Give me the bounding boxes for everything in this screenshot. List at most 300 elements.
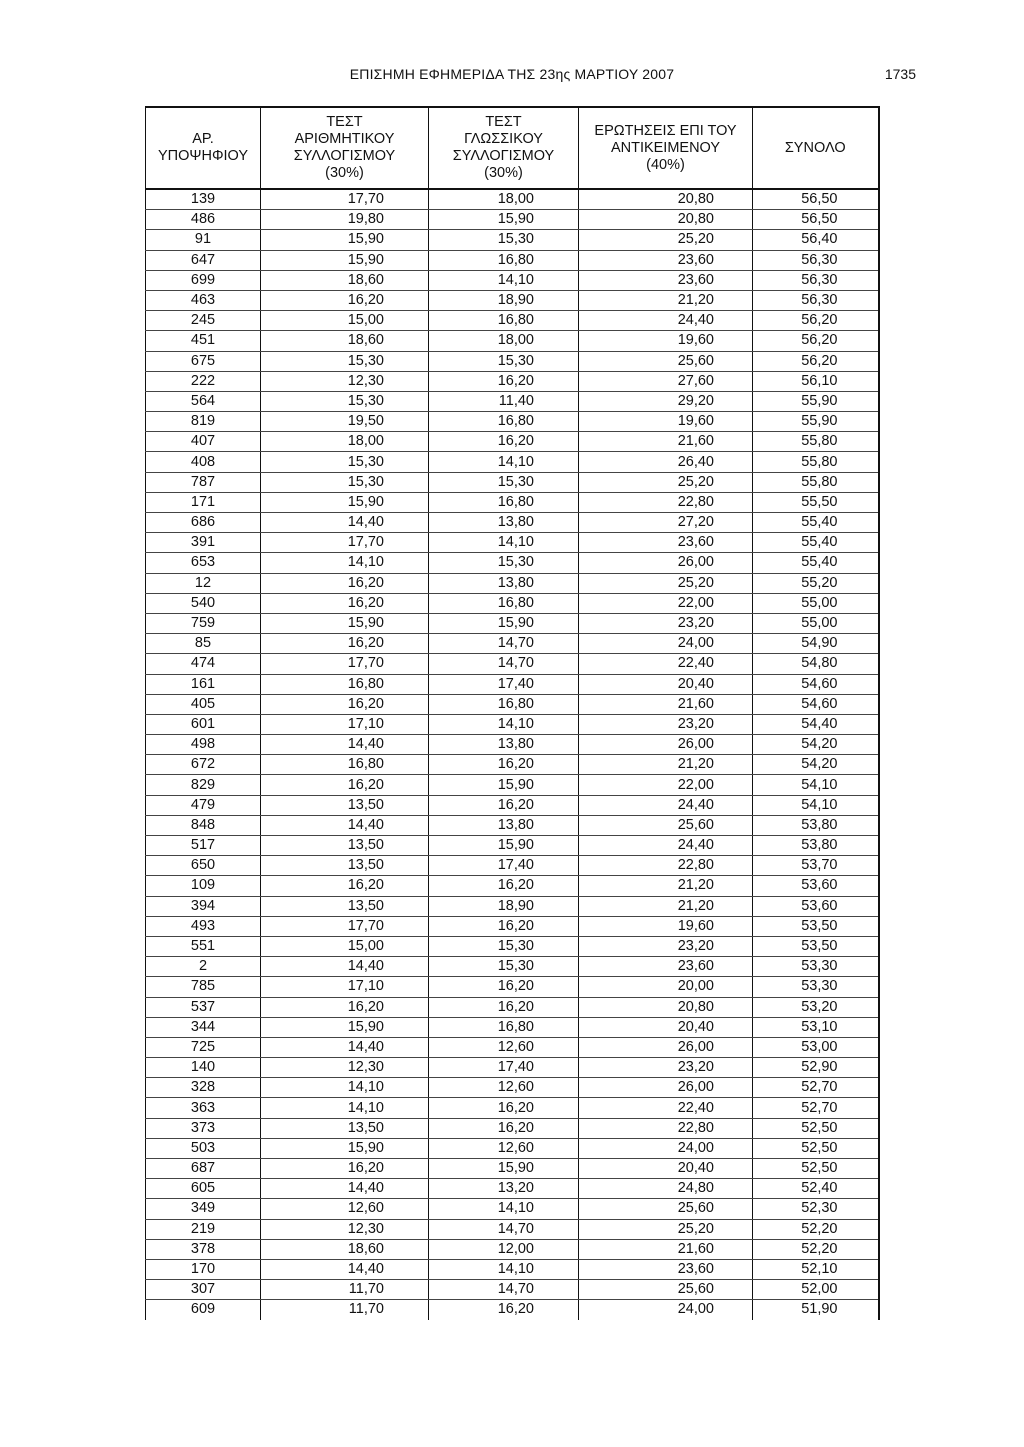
numerical-score: 15,30 — [261, 472, 429, 492]
table-row — [146, 1300, 879, 1320]
total-score: 53,80 — [753, 815, 879, 835]
verbal-score: 16,80 — [429, 311, 579, 331]
table-row — [146, 472, 879, 492]
header-line: (30%) — [484, 165, 523, 181]
total-score: 55,40 — [753, 513, 879, 533]
numerical-score: 19,50 — [261, 412, 429, 432]
numerical-score: 16,20 — [261, 290, 429, 310]
table-row — [146, 331, 879, 351]
total-score: 55,80 — [753, 472, 879, 492]
candidate-number: 245 — [146, 311, 261, 331]
verbal-score: 14,70 — [429, 1280, 579, 1300]
total-score: 54,90 — [753, 634, 879, 654]
total-score: 56,30 — [753, 290, 879, 310]
subject-score: 20,40 — [579, 1017, 753, 1037]
candidate-number: 601 — [146, 714, 261, 734]
total-score: 54,10 — [753, 775, 879, 795]
candidate-number: 537 — [146, 997, 261, 1017]
total-score: 52,70 — [753, 1078, 879, 1098]
candidate-number: 647 — [146, 250, 261, 270]
total-score: 53,60 — [753, 896, 879, 916]
subject-score: 22,00 — [579, 593, 753, 613]
table-row — [146, 533, 879, 553]
subject-score: 25,60 — [579, 1280, 753, 1300]
verbal-score: 13,80 — [429, 573, 579, 593]
candidate-number: 394 — [146, 896, 261, 916]
subject-score: 22,80 — [579, 1118, 753, 1138]
numerical-score: 17,70 — [261, 916, 429, 936]
candidate-number: 109 — [146, 876, 261, 896]
numerical-score: 15,90 — [261, 250, 429, 270]
numerical-score: 12,30 — [261, 1058, 429, 1078]
header-line: ΕΡΩΤΗΣΕΙΣ ΕΠΙ ΤΟΥ — [594, 122, 737, 139]
numerical-score: 14,40 — [261, 1037, 429, 1057]
numerical-score: 18,00 — [261, 432, 429, 452]
numerical-score: 15,30 — [261, 391, 429, 411]
table-row — [146, 1058, 879, 1078]
verbal-score: 16,80 — [429, 412, 579, 432]
verbal-score: 16,20 — [429, 876, 579, 896]
subject-score: 29,20 — [579, 391, 753, 411]
total-score: 53,80 — [753, 836, 879, 856]
subject-score: 23,60 — [579, 957, 753, 977]
verbal-score: 16,80 — [429, 492, 579, 512]
subject-score: 22,40 — [579, 654, 753, 674]
numerical-score: 15,90 — [261, 613, 429, 633]
total-score: 56,10 — [753, 371, 879, 391]
numerical-score: 19,80 — [261, 210, 429, 230]
numerical-score: 15,00 — [261, 936, 429, 956]
subject-score: 23,20 — [579, 1058, 753, 1078]
verbal-score: 12,60 — [429, 1138, 579, 1158]
candidate-number: 328 — [146, 1078, 261, 1098]
subject-score: 26,00 — [579, 553, 753, 573]
numerical-score: 16,20 — [261, 876, 429, 896]
verbal-score: 16,20 — [429, 795, 579, 815]
table-row — [146, 876, 879, 896]
total-score: 56,20 — [753, 351, 879, 371]
subject-score: 19,60 — [579, 331, 753, 351]
subject-score: 23,60 — [579, 270, 753, 290]
total-score: 53,10 — [753, 1017, 879, 1037]
subject-score: 21,20 — [579, 896, 753, 916]
verbal-score: 16,20 — [429, 1118, 579, 1138]
table-row — [146, 290, 879, 310]
table-row — [146, 492, 879, 512]
candidate-number: 140 — [146, 1058, 261, 1078]
candidate-number: 2 — [146, 957, 261, 977]
total-score: 55,00 — [753, 593, 879, 613]
numerical-score: 13,50 — [261, 795, 429, 815]
subject-score: 21,20 — [579, 876, 753, 896]
table-row — [146, 1179, 879, 1199]
candidate-number: 605 — [146, 1179, 261, 1199]
subject-score: 26,40 — [579, 452, 753, 472]
numerical-score: 11,70 — [261, 1300, 429, 1320]
verbal-score: 15,30 — [429, 351, 579, 371]
candidate-number: 463 — [146, 290, 261, 310]
subject-score: 19,60 — [579, 412, 753, 432]
table-row — [146, 957, 879, 977]
numerical-score: 16,20 — [261, 634, 429, 654]
candidate-number: 829 — [146, 775, 261, 795]
table-row — [146, 1017, 879, 1037]
verbal-score: 15,90 — [429, 1159, 579, 1179]
verbal-score: 16,20 — [429, 371, 579, 391]
verbal-score: 15,30 — [429, 472, 579, 492]
numerical-score: 17,70 — [261, 189, 429, 210]
verbal-score: 14,70 — [429, 634, 579, 654]
numerical-score: 14,40 — [261, 1179, 429, 1199]
total-score: 52,50 — [753, 1159, 879, 1179]
total-score: 55,40 — [753, 553, 879, 573]
candidate-number: 517 — [146, 836, 261, 856]
total-score: 55,40 — [753, 533, 879, 553]
table-row — [146, 896, 879, 916]
numerical-score: 14,10 — [261, 1078, 429, 1098]
header-line: ΤΕΣΤ — [326, 114, 363, 130]
table-body — [146, 189, 879, 1320]
total-score: 52,90 — [753, 1058, 879, 1078]
table-row — [146, 371, 879, 391]
subject-score: 21,60 — [579, 1239, 753, 1259]
total-score: 56,30 — [753, 250, 879, 270]
total-score: 55,50 — [753, 492, 879, 512]
verbal-score: 12,00 — [429, 1239, 579, 1259]
subject-score: 26,00 — [579, 735, 753, 755]
table-row — [146, 311, 879, 331]
header-line: ΤΕΣΤ — [485, 114, 522, 130]
verbal-score: 17,40 — [429, 674, 579, 694]
candidate-number: 551 — [146, 936, 261, 956]
numerical-score: 16,80 — [261, 674, 429, 694]
subject-score: 27,60 — [579, 371, 753, 391]
candidate-number: 486 — [146, 210, 261, 230]
candidate-number: 91 — [146, 230, 261, 250]
table-row — [146, 936, 879, 956]
candidate-number: 540 — [146, 593, 261, 613]
verbal-score: 18,00 — [429, 189, 579, 210]
total-score: 52,50 — [753, 1118, 879, 1138]
verbal-score: 14,10 — [429, 1259, 579, 1279]
subject-score: 23,20 — [579, 714, 753, 734]
numerical-score: 15,90 — [261, 1017, 429, 1037]
page-number: 1735 — [884, 66, 916, 82]
subject-score: 21,20 — [579, 290, 753, 310]
table-row — [146, 1098, 879, 1118]
subject-score: 23,20 — [579, 613, 753, 633]
subject-score: 22,80 — [579, 856, 753, 876]
verbal-score: 16,20 — [429, 997, 579, 1017]
table-row — [146, 694, 879, 714]
subject-score: 22,00 — [579, 775, 753, 795]
numerical-score: 17,70 — [261, 654, 429, 674]
numerical-score: 16,20 — [261, 694, 429, 714]
table-row — [146, 1259, 879, 1279]
candidate-number: 139 — [146, 189, 261, 210]
total-score: 56,50 — [753, 189, 879, 210]
verbal-score: 18,90 — [429, 290, 579, 310]
header-verbal-test — [429, 107, 579, 189]
table-row — [146, 795, 879, 815]
verbal-score: 15,30 — [429, 957, 579, 977]
subject-score: 21,60 — [579, 432, 753, 452]
table-row — [146, 1078, 879, 1098]
results-table — [145, 106, 880, 1320]
verbal-score: 15,30 — [429, 936, 579, 956]
candidate-number: 170 — [146, 1259, 261, 1279]
total-score: 55,90 — [753, 391, 879, 411]
verbal-score: 15,90 — [429, 210, 579, 230]
total-score: 52,40 — [753, 1179, 879, 1199]
subject-score: 21,20 — [579, 755, 753, 775]
subject-score: 22,40 — [579, 1098, 753, 1118]
candidate-number: 653 — [146, 553, 261, 573]
numerical-score: 16,20 — [261, 1159, 429, 1179]
subject-score: 23,60 — [579, 250, 753, 270]
total-score: 56,20 — [753, 331, 879, 351]
total-score: 55,80 — [753, 432, 879, 452]
total-score: 53,50 — [753, 916, 879, 936]
subject-score: 20,00 — [579, 977, 753, 997]
verbal-score: 14,70 — [429, 654, 579, 674]
verbal-score: 16,80 — [429, 1017, 579, 1037]
header-line: ΑΝΤΙΚΕΙΜΕΝΟΥ — [610, 139, 721, 156]
numerical-score: 13,50 — [261, 836, 429, 856]
verbal-score: 16,80 — [429, 593, 579, 613]
total-score: 56,40 — [753, 230, 879, 250]
numerical-score: 18,60 — [261, 331, 429, 351]
table-row — [146, 654, 879, 674]
verbal-score: 14,70 — [429, 1219, 579, 1239]
total-score: 52,10 — [753, 1259, 879, 1279]
total-score: 55,20 — [753, 573, 879, 593]
verbal-score: 18,00 — [429, 331, 579, 351]
verbal-score: 13,20 — [429, 1179, 579, 1199]
subject-score: 27,20 — [579, 513, 753, 533]
total-score: 53,30 — [753, 957, 879, 977]
candidate-number: 85 — [146, 634, 261, 654]
table-row — [146, 189, 879, 210]
table-row — [146, 1199, 879, 1219]
table-row — [146, 916, 879, 936]
table-row — [146, 775, 879, 795]
total-score: 51,90 — [753, 1300, 879, 1320]
subject-score: 24,00 — [579, 634, 753, 654]
candidate-number: 498 — [146, 735, 261, 755]
table-row — [146, 391, 879, 411]
table-row — [146, 250, 879, 270]
candidate-number: 819 — [146, 412, 261, 432]
candidate-number: 219 — [146, 1219, 261, 1239]
total-score: 53,00 — [753, 1037, 879, 1057]
header-line: ΓΛΩΣΣΙΚΟΥ — [464, 131, 543, 147]
header-line: ΑΡ. — [192, 131, 214, 147]
candidate-number: 675 — [146, 351, 261, 371]
numerical-score: 15,00 — [261, 311, 429, 331]
numerical-score: 17,70 — [261, 533, 429, 553]
total-score: 54,60 — [753, 674, 879, 694]
total-score: 54,60 — [753, 694, 879, 714]
total-score: 55,90 — [753, 412, 879, 432]
subject-score: 24,00 — [579, 1138, 753, 1158]
numerical-score: 12,30 — [261, 371, 429, 391]
table-row — [146, 432, 879, 452]
subject-score: 25,20 — [579, 1219, 753, 1239]
candidate-number: 307 — [146, 1280, 261, 1300]
numerical-score: 15,90 — [261, 1138, 429, 1158]
table-header — [146, 107, 879, 189]
header-line: ΣΥΛΛΟΓΙΣΜΟΥ — [452, 148, 555, 164]
verbal-score: 14,10 — [429, 452, 579, 472]
header-total — [753, 107, 879, 189]
numerical-score: 14,40 — [261, 1259, 429, 1279]
verbal-score: 15,30 — [429, 553, 579, 573]
numerical-score: 14,40 — [261, 815, 429, 835]
subject-score: 23,20 — [579, 936, 753, 956]
table-row — [146, 856, 879, 876]
table-row — [146, 230, 879, 250]
verbal-score: 16,20 — [429, 916, 579, 936]
table-row — [146, 1118, 879, 1138]
numerical-score: 16,20 — [261, 997, 429, 1017]
table-row — [146, 553, 879, 573]
verbal-score: 15,90 — [429, 613, 579, 633]
candidate-number: 222 — [146, 371, 261, 391]
table-row — [146, 1159, 879, 1179]
candidate-number: 171 — [146, 492, 261, 512]
numerical-score: 14,40 — [261, 957, 429, 977]
subject-score: 20,40 — [579, 674, 753, 694]
subject-score: 25,60 — [579, 815, 753, 835]
candidate-number: 407 — [146, 432, 261, 452]
header-line: ΥΠΟΨΗΦΙΟΥ — [157, 148, 249, 164]
table-row — [146, 412, 879, 432]
verbal-score: 12,60 — [429, 1037, 579, 1057]
verbal-score: 17,40 — [429, 1058, 579, 1078]
table-row — [146, 1219, 879, 1239]
numerical-score: 12,60 — [261, 1199, 429, 1219]
table-row — [146, 735, 879, 755]
numerical-score: 18,60 — [261, 1239, 429, 1259]
candidate-number: 785 — [146, 977, 261, 997]
total-score: 52,70 — [753, 1098, 879, 1118]
table-row — [146, 674, 879, 694]
numerical-score: 15,30 — [261, 452, 429, 472]
candidate-number: 408 — [146, 452, 261, 472]
total-score: 53,30 — [753, 977, 879, 997]
verbal-score: 15,90 — [429, 775, 579, 795]
verbal-score: 18,90 — [429, 896, 579, 916]
numerical-score: 15,90 — [261, 492, 429, 512]
candidate-number: 474 — [146, 654, 261, 674]
verbal-score: 17,40 — [429, 856, 579, 876]
candidate-number: 363 — [146, 1098, 261, 1118]
total-score: 54,20 — [753, 735, 879, 755]
subject-score: 25,20 — [579, 573, 753, 593]
table-row — [146, 1138, 879, 1158]
candidate-number: 391 — [146, 533, 261, 553]
numerical-score: 16,20 — [261, 573, 429, 593]
numerical-score: 14,40 — [261, 735, 429, 755]
numerical-score: 11,70 — [261, 1280, 429, 1300]
numerical-score: 16,20 — [261, 593, 429, 613]
numerical-score: 16,80 — [261, 755, 429, 775]
subject-score: 26,00 — [579, 1037, 753, 1057]
candidate-number: 686 — [146, 513, 261, 533]
candidate-number: 378 — [146, 1239, 261, 1259]
candidate-number: 699 — [146, 270, 261, 290]
verbal-score: 16,20 — [429, 977, 579, 997]
total-score: 55,00 — [753, 613, 879, 633]
header-line: (40%) — [646, 156, 685, 173]
numerical-score: 18,60 — [261, 270, 429, 290]
candidate-number: 609 — [146, 1300, 261, 1320]
table-row — [146, 714, 879, 734]
subject-score: 24,40 — [579, 311, 753, 331]
candidate-number: 725 — [146, 1037, 261, 1057]
total-score: 52,30 — [753, 1199, 879, 1219]
subject-score: 23,60 — [579, 1259, 753, 1279]
table-row — [146, 452, 879, 472]
subject-score: 20,80 — [579, 189, 753, 210]
candidate-number: 493 — [146, 916, 261, 936]
header-candidate-number — [146, 107, 261, 189]
numerical-score: 15,90 — [261, 230, 429, 250]
table-row — [146, 351, 879, 371]
numerical-score: 14,10 — [261, 553, 429, 573]
total-score: 55,80 — [753, 452, 879, 472]
verbal-score: 12,60 — [429, 1078, 579, 1098]
candidate-number: 405 — [146, 694, 261, 714]
numerical-score: 12,30 — [261, 1219, 429, 1239]
candidate-number: 344 — [146, 1017, 261, 1037]
candidate-number: 451 — [146, 331, 261, 351]
table-row — [146, 1037, 879, 1057]
page-header — [0, 66, 1024, 86]
subject-score: 23,60 — [579, 533, 753, 553]
header-line: (30%) — [325, 165, 364, 181]
total-score: 54,80 — [753, 654, 879, 674]
verbal-score: 14,10 — [429, 533, 579, 553]
numerical-score: 14,40 — [261, 513, 429, 533]
subject-score: 21,60 — [579, 694, 753, 714]
total-score: 52,00 — [753, 1280, 879, 1300]
verbal-score: 16,20 — [429, 755, 579, 775]
total-score: 56,50 — [753, 210, 879, 230]
total-score: 52,20 — [753, 1219, 879, 1239]
candidate-number: 479 — [146, 795, 261, 815]
total-score: 52,50 — [753, 1138, 879, 1158]
total-score: 53,50 — [753, 936, 879, 956]
total-score: 54,10 — [753, 795, 879, 815]
verbal-score: 14,10 — [429, 270, 579, 290]
numerical-score: 13,50 — [261, 856, 429, 876]
table-row — [146, 573, 879, 593]
table-row — [146, 210, 879, 230]
verbal-score: 13,80 — [429, 815, 579, 835]
numerical-score: 16,20 — [261, 775, 429, 795]
table-row — [146, 815, 879, 835]
header-numerical-test — [261, 107, 429, 189]
subject-score: 20,40 — [579, 1159, 753, 1179]
numerical-score: 13,50 — [261, 896, 429, 916]
verbal-score: 13,80 — [429, 513, 579, 533]
table-row — [146, 270, 879, 290]
subject-score: 25,60 — [579, 1199, 753, 1219]
table-row — [146, 513, 879, 533]
total-score: 56,30 — [753, 270, 879, 290]
